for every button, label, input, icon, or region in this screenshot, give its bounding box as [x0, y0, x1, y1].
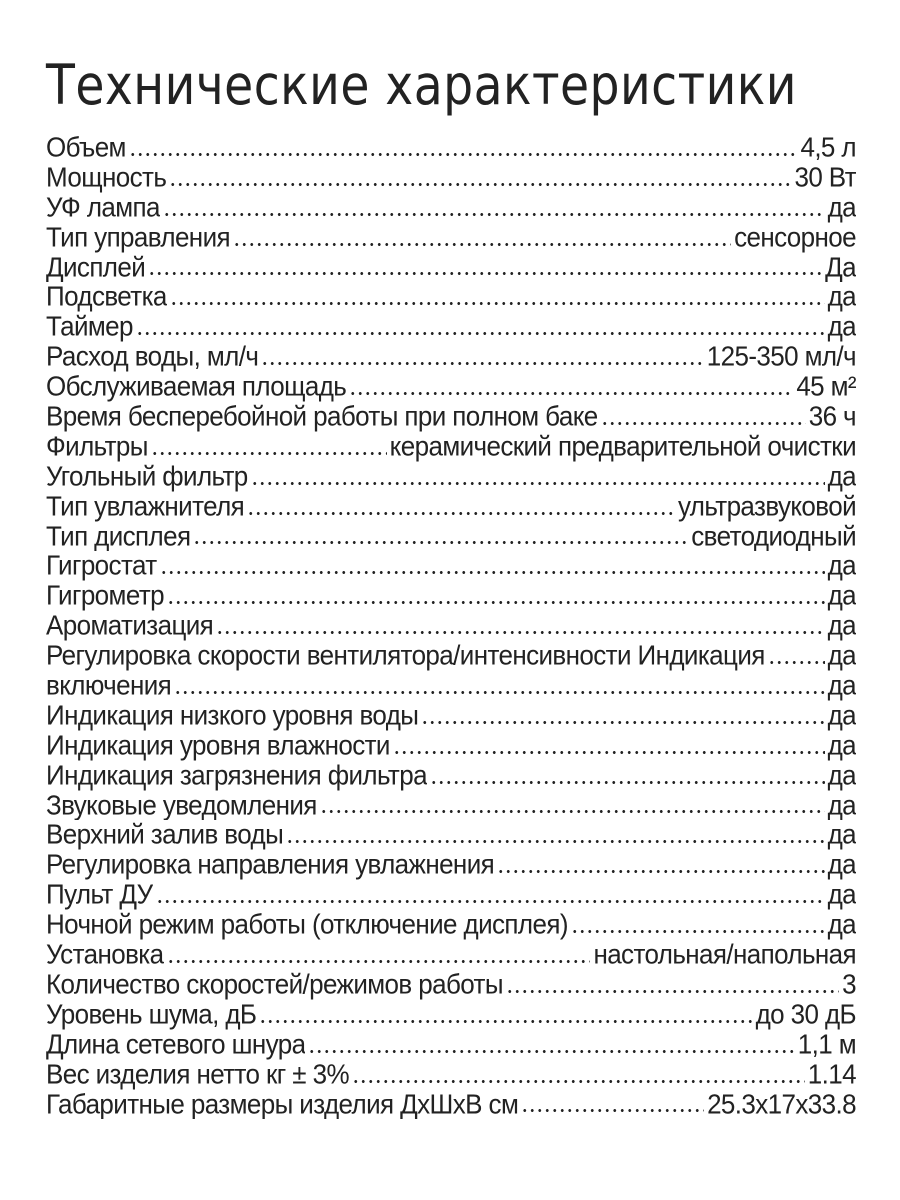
spec-row	[46, 731, 856, 761]
spec-value: да	[827, 611, 856, 641]
spec-value: да	[827, 671, 856, 701]
dot-leader	[571, 930, 825, 933]
page-title: Технические характеристики	[46, 53, 797, 117]
spec-row	[46, 193, 856, 223]
dot-leader	[170, 302, 825, 305]
spec-row	[46, 791, 856, 821]
spec-label: Установка	[46, 940, 164, 970]
dot-leader	[430, 781, 825, 784]
dot-leader	[320, 810, 825, 813]
spec-value: да	[827, 312, 856, 343]
spec-value: да	[827, 850, 856, 881]
spec-value: 36 ч	[808, 402, 856, 432]
spec-row	[46, 1000, 856, 1030]
spec-label: Длина сетевого шнура	[46, 1029, 306, 1060]
spec-value: 4,5 л	[800, 133, 856, 163]
spec-value: 3	[842, 969, 856, 1000]
spec-label: Звуковые уведомления	[46, 790, 317, 821]
dot-leader	[167, 960, 591, 963]
dot-leader	[261, 362, 703, 365]
spec-row	[46, 522, 856, 552]
spec-row	[46, 253, 856, 283]
spec-value: да	[827, 700, 856, 731]
dot-leader	[421, 721, 824, 724]
spec-value: да	[827, 730, 856, 761]
spec-label: Количество скоростей/режимов работы	[46, 969, 503, 1000]
spec-label: Индикация низкого уровня воды	[46, 700, 419, 731]
spec-label: Индикация загрязнения фильтра	[46, 760, 427, 791]
spec-label: Ночной режим работы (отключение дисплея)	[46, 910, 568, 940]
spec-value: 30 Вт	[794, 162, 856, 193]
spec-label: Тип управления	[46, 222, 230, 253]
spec-label: Тип увлажнителя	[46, 491, 245, 522]
spec-value: да	[827, 581, 856, 612]
spec-value: 125-350 мл/ч	[706, 342, 856, 372]
spec-label: УФ лампа	[46, 192, 160, 223]
spec-label: Верхний залив воды	[46, 820, 284, 851]
spec-row	[46, 850, 856, 880]
dot-leader	[393, 751, 825, 754]
spec-value: да	[827, 760, 856, 791]
spec-label: Мощность	[46, 162, 167, 193]
spec-row	[46, 462, 856, 492]
spec-value: 1,1 м	[797, 1029, 856, 1060]
dot-leader	[349, 392, 793, 395]
spec-value: да	[827, 910, 856, 940]
spec-row	[46, 432, 856, 462]
spec-row	[46, 641, 856, 671]
dot-leader	[251, 482, 825, 485]
spec-label: Время бесперебойной работы при полном баке	[46, 402, 598, 432]
dot-leader	[768, 661, 825, 664]
dot-leader	[497, 870, 824, 873]
spec-row	[46, 402, 856, 432]
spec-value: настольная/напольная	[593, 940, 856, 970]
dot-leader	[352, 1080, 805, 1083]
dot-leader	[167, 601, 825, 604]
spec-row	[46, 372, 856, 402]
spec-value: светодиодный	[691, 521, 856, 552]
spec-value: да	[827, 790, 856, 821]
spec-label: Таймер	[46, 312, 133, 343]
spec-value: да	[827, 461, 856, 492]
spec-label: Тип дисплея	[46, 521, 191, 552]
spec-value: да	[827, 880, 856, 910]
dot-leader	[148, 272, 822, 275]
dot-leader	[259, 1020, 752, 1023]
spec-label: Дисплей	[46, 252, 146, 283]
dot-leader	[151, 452, 387, 455]
dot-leader	[233, 243, 731, 246]
spec-value: да	[827, 820, 856, 851]
spec-row	[46, 282, 856, 312]
spec-label: Угольный фильтр	[46, 461, 248, 492]
spec-label: Регулировка скорости вентилятора/интенсивности Индикация	[46, 641, 765, 671]
spec-label: Вес изделия нетто кг ± 3%	[46, 1059, 349, 1090]
spec-list	[46, 133, 856, 1119]
spec-label: Ароматизация	[46, 611, 214, 641]
spec-label: Расход воды, мл/ч	[46, 342, 259, 372]
dot-leader	[521, 1109, 704, 1112]
spec-row	[46, 880, 856, 910]
dot-leader	[286, 840, 824, 843]
dot-leader	[174, 691, 824, 694]
spec-label: Гигрометр	[46, 581, 164, 612]
spec-value: сенсорное	[734, 222, 856, 253]
dot-leader	[308, 1050, 794, 1053]
dot-leader	[601, 422, 806, 425]
spec-row	[46, 1090, 856, 1120]
spec-row	[46, 940, 856, 970]
spec-row	[46, 133, 856, 163]
spec-row	[46, 1060, 856, 1090]
spec-value: да	[827, 282, 856, 313]
spec-label: Подсветка	[46, 282, 167, 313]
dot-leader	[156, 900, 825, 903]
spec-row	[46, 761, 856, 791]
spec-label: Уровень шума, дБ	[46, 999, 257, 1030]
spec-value: ультразвуковой	[677, 491, 856, 522]
spec-value: да	[827, 641, 856, 671]
spec-label: Фильтры	[46, 431, 148, 462]
spec-value: керамический предварительной очистки	[389, 431, 856, 462]
spec-row	[46, 342, 856, 372]
spec-value: 45 м²	[796, 372, 856, 402]
dot-leader	[247, 512, 675, 515]
dot-leader	[160, 571, 825, 574]
spec-value: 25.3x17x33.8	[707, 1089, 856, 1120]
spec-row	[46, 312, 856, 342]
spec-row	[46, 492, 856, 522]
spec-row	[46, 820, 856, 850]
spec-value: Да	[825, 252, 856, 283]
spec-row	[46, 1030, 856, 1060]
spec-row	[46, 223, 856, 253]
dot-leader	[163, 213, 825, 216]
spec-row	[46, 671, 856, 701]
dot-leader	[506, 990, 839, 993]
spec-row	[46, 581, 856, 611]
spec-label: включения	[46, 671, 172, 701]
spec-row	[46, 910, 856, 940]
spec-row	[46, 611, 856, 641]
spec-label: Обслуживаемая площадь	[46, 372, 347, 402]
spec-label: Пульт ДУ	[46, 880, 153, 910]
spec-row	[46, 970, 856, 1000]
dot-leader	[193, 541, 688, 544]
spec-value: 1.14	[807, 1059, 856, 1090]
dot-leader	[129, 153, 798, 156]
spec-label: Габаритные размеры изделия ДхШхВ см	[46, 1089, 519, 1120]
spec-value: до 30 дБ	[755, 999, 856, 1030]
dot-leader	[169, 183, 791, 186]
dot-leader	[216, 631, 824, 634]
spec-row	[46, 701, 856, 731]
spec-value: да	[827, 551, 856, 582]
spec-label: Гигростат	[46, 551, 157, 582]
spec-row	[46, 551, 856, 581]
dot-leader	[136, 332, 825, 335]
spec-row	[46, 163, 856, 193]
spec-label: Регулировка направления увлажнения	[46, 850, 495, 881]
spec-label: Объем	[46, 133, 126, 163]
spec-value: да	[827, 192, 856, 223]
spec-label: Индикация уровня влажности	[46, 730, 390, 761]
